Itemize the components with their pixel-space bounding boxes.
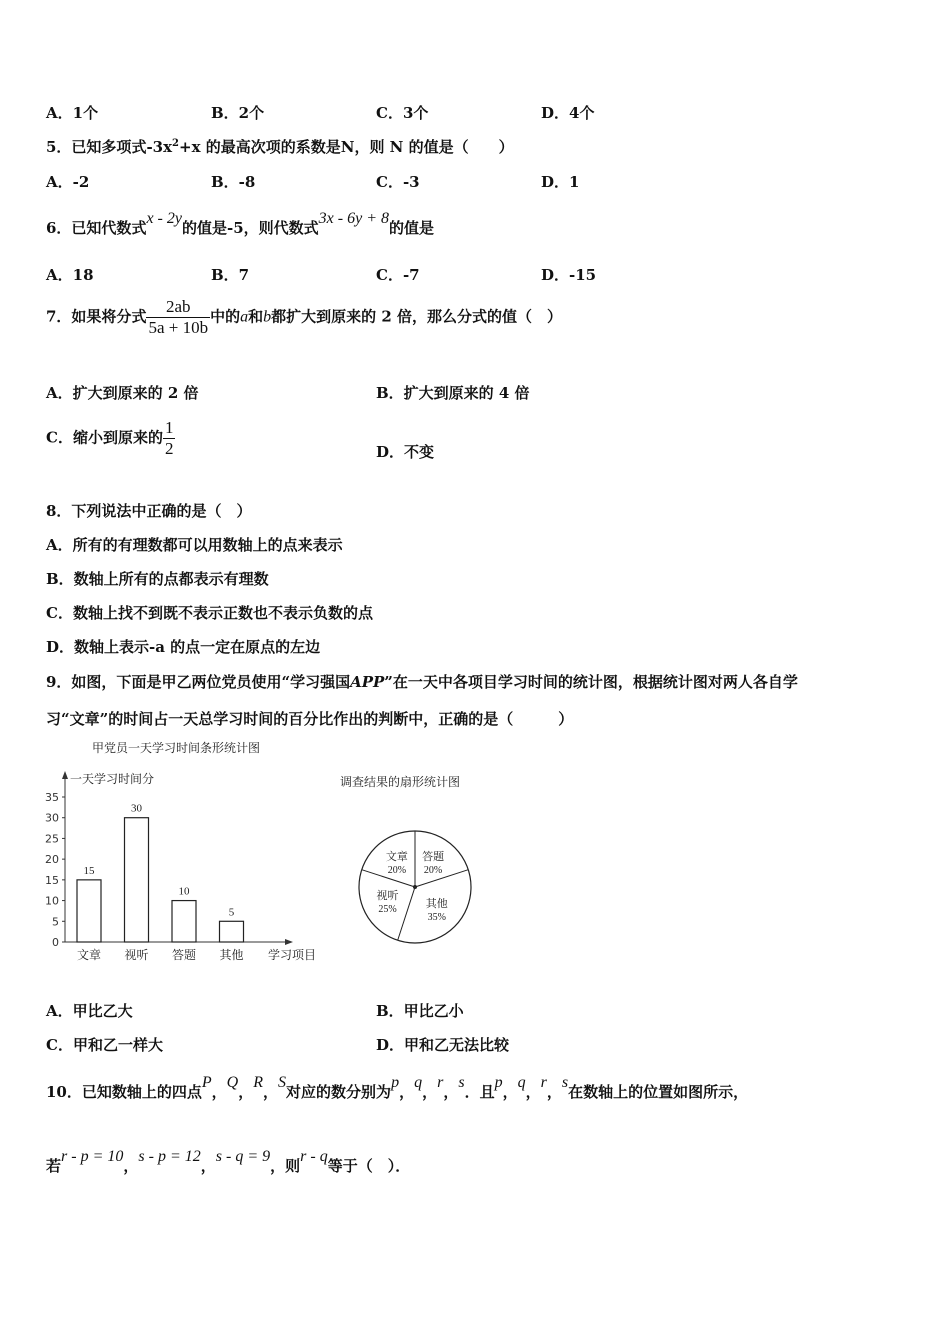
q6-option-c: C．-7 [376,266,420,284]
q9-option-a: A．甲比乙大 [46,1002,133,1020]
q5-option-c: C．-3 [376,173,420,191]
q10-text-1: 10．已知数轴上的四点 [46,1083,202,1101]
q6-text-3: 的值是 [388,219,434,237]
bar-chart-x-label: 学习项目 [268,948,317,962]
pie-slice-percent: 35% [427,911,446,923]
x-axis-arrow [285,939,293,945]
q10-point-S: S [278,1074,287,1091]
q10-var-r: r [437,1074,444,1091]
pie-slice-percent: 20% [423,865,443,877]
q10-var-s-2: s [561,1074,569,1091]
q10-point-Q: Q [226,1074,239,1091]
q9-text-1b: ”在一天中各项目学习时间的统计图，根据统计图对两人各自学 [384,673,798,691]
q4-option-d: D．4个 [541,104,595,122]
bar-chart-title: 甲党员一天学习时间条形统计图 [92,741,261,755]
q7-text-3: 和 [248,307,264,326]
q7-option-a: A．扩大到原来的 2 倍 [46,384,199,402]
q10-var-q-2: q [517,1074,526,1091]
bar-chart-ticks [45,791,65,949]
question-9-line-1 [46,671,798,692]
q7-option-c-numerator: 1 [164,418,174,437]
q7-text-1: 7．如果将分式 [46,307,147,326]
bar-chart [40,735,330,970]
bar-value-label: 30 [131,802,142,815]
q7-var-a: a [240,308,249,326]
y-tick-label: 35 [45,791,59,804]
q6-option-a: A．18 [46,266,94,284]
x-category-label: 视听 [124,948,149,962]
q8-option-a: A．所有的有理数都可以用数轴上的点来表示 [46,536,343,554]
q9-text-1a: 9．如图，下面是甲乙两位党员使用“学习强国 [46,673,351,691]
q4-option-b: B．2个 [211,104,265,122]
q10-point-P: P [201,1074,212,1091]
question-9-line-2: 习“文章”的时间占一天总学习时间的百分比作出的判断中，正确的是（ ） [46,710,574,728]
bar-value-label: 15 [83,864,95,877]
pie-chart-slices [359,831,471,943]
q10-expression: r - q [300,1148,328,1165]
q9-option-c: C．甲和乙一样大 [46,1036,163,1054]
q10-equation-2: s - p = 12 [138,1148,201,1165]
question-10-line-1: 10．已知数轴上的四点P，Q，R，S对应的数分别为p，q，r，s．且p，q，r，s在数轴上的位置如图所示， [46,1074,749,1101]
q10-text-3: ．且 [464,1083,495,1101]
q8-option-c: C．数轴上找不到既不表示正数也不表示负数的点 [46,604,373,622]
q7-fraction-denominator: 5a + 10b [148,318,209,337]
y-tick-label: 5 [52,915,59,929]
q7-option-b: B．扩大到原来的 4 倍 [376,384,530,402]
pie-slice-label: 其他 [425,896,448,910]
bar-chart-bars [77,803,244,962]
q5-option-d: D．1 [541,173,580,191]
q6-option-b: B．7 [211,266,250,284]
q6-expression-1: x - 2y [146,210,182,227]
q8-option-b: B．数轴上所有的点都表示有理数 [46,570,269,588]
q7-option-d: D．不变 [376,443,435,461]
bar-value-label: 5 [228,906,235,919]
y-tick-label: 25 [45,832,59,846]
pie-slice-label: 视听 [376,888,399,902]
q6-expression-2: 3x - 6y + 8 [318,210,389,227]
pie-slice-label: 答题 [422,850,445,864]
bar [172,901,196,942]
q7-option-c-text: C．缩小到原来的 [46,428,163,447]
y-tick-label: 10 [45,894,59,908]
x-category-label: 答题 [171,948,197,962]
bar [125,818,149,942]
pie-chart-title: 调查结果的扇形统计图 [340,775,461,789]
q5-option-b: B．-8 [211,173,256,191]
q10-text-6: ，则 [270,1157,301,1175]
q10-var-s: s [458,1074,465,1091]
q4-option-c: C．3个 [376,104,429,122]
q10-text-2: 对应的数分别为 [286,1083,392,1101]
q7-text-4: 都扩大到原来的 2 倍，那么分式的值（ ） [271,307,563,326]
x-category-label: 文章 [76,948,102,962]
q7-var-b: b [263,308,272,326]
q10-var-p-2: p [494,1074,503,1091]
question-6-stem [46,210,434,238]
q5-superscript: 2 [172,138,180,149]
q7-option-c-denominator: 2 [164,439,174,458]
q6-text-1: 6．已知代数式 [46,219,147,237]
q10-point-R: R [253,1074,264,1091]
bar-chart-y-label: 一天学习时间分 [70,772,155,786]
question-7-stem [46,297,562,338]
bar-value-label: 10 [178,885,190,898]
q4-option-a: A．1个 [46,104,99,122]
pie-chart [335,765,485,950]
question-10-line-2: 若r - p = 10，s - p = 12，s - q = 9，则r - q等于（ ）． [46,1148,411,1175]
q10-equation-3: s - q = 9 [215,1148,271,1165]
q7-option-c-fraction [163,418,176,459]
question-5-stem [46,136,514,157]
q10-text-7: 等于（ ）． [327,1157,411,1175]
q5-option-a: A．-2 [46,173,90,191]
y-tick-label: 20 [45,853,59,867]
y-tick-label: 15 [45,873,59,887]
q8-option-d: D．数轴上表示-a 的点一定在原点的左边 [46,638,321,656]
y-tick-label: 30 [45,811,59,825]
pie-slice-percent: 25% [378,903,397,915]
q10-var-r-2: r [540,1074,547,1091]
pie-center-dot [413,885,417,889]
q5-suffix: +x 的最高次项的系数是N，则 N 的值是（ ） [179,138,514,156]
x-category-label: 其他 [219,948,244,962]
pie-slice-label: 文章 [385,850,408,864]
q10-text-5: 若 [46,1157,62,1175]
q7-fraction-numerator: 2ab [166,297,191,316]
q9-option-d: D．甲和乙无法比较 [376,1036,510,1054]
y-axis-arrow [62,771,68,779]
q6-text-2: 的值是-5，则代数式 [181,219,319,237]
q7-fraction [146,297,210,338]
q9-option-b: B．甲比乙小 [376,1002,464,1020]
bar [77,880,101,942]
y-tick-label: 0 [52,936,59,949]
q5-prefix: 5．已知多项式-3x [46,138,173,156]
pie-slice-percent: 20% [387,865,407,877]
question-8-stem: 8．下列说法中正确的是（ ） [46,502,252,520]
q6-option-d: D．-15 [541,266,597,284]
q10-equation-1: r - p = 10 [61,1148,124,1165]
bar [220,921,244,942]
q10-var-q: q [414,1074,423,1091]
q7-text-2: 中的 [210,307,241,326]
q10-var-p: p [391,1074,400,1091]
q10-text-4: 在数轴上的位置如图所示， [568,1083,749,1101]
q9-app: APP [350,673,385,691]
q7-option-c [46,418,175,459]
